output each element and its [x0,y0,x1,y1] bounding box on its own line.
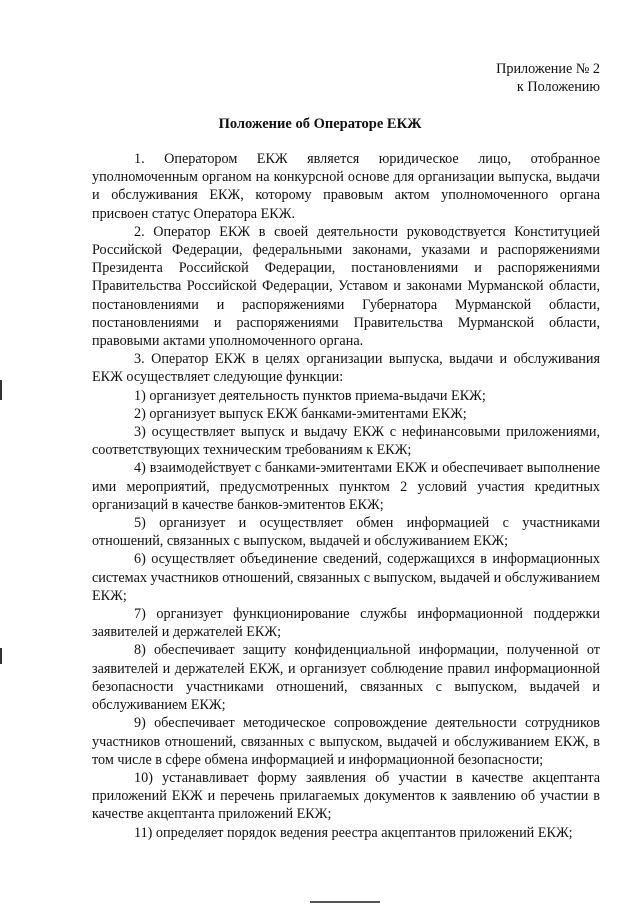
list-item-2: 2) организует выпуск ЕКЖ банками-эмитентами ЕКЖ; [134,405,467,422]
scan-edge-mark [0,380,2,400]
appendix-number: Приложение № 2 [496,61,600,77]
list-item-1: 1) организует деятельность пунктов приема-выдачи ЕКЖ; [134,387,486,404]
list-item-9: 9) обеспечивает методическое сопровождение деятельности сотрудников участников отношений, связанных с выпуском, выдачей и обслуживанием ЕКЖ, в том числе в сфере обмена информацией и информационной безопасности; [92,715,600,768]
paragraph-2: 2. Оператор ЕКЖ в своей деятельности руководствуется Конституцией Российской Федерации, федеральными законами, указами и распоряжениями Президента Российской Федерации, постановлениями и распоряжениями Правительства Российской Федерации, Уставом и законами Мурманской области, постановлениями и распоряжениями Губернатора Мурманской области, постановлениями и распоряжениями Правительства Мурманской области, правовыми актами уполномоченного органа. [92,223,600,350]
list-item-6: 6) осуществляет объединение сведений, содержащихся в информационных системах участников отношений, связанных с выпуском, выдачей и обслуживанием ЕКЖ; [92,551,600,604]
scan-edge-mark [0,648,2,664]
list-item-10: 10) устанавливает форму заявления об участии в качестве акцептанта приложений ЕКЖ и перечень прилагаемых документов к заявлению об участии в качестве акцептанта приложений ЕКЖ; [92,769,600,823]
scan-bottom-mark [310,901,380,903]
list-item-3: 3) осуществляет выпуск и выдачу ЕКЖ с нефинансовыми приложениями, соответствующих техническим требованиям к ЕКЖ; [92,424,600,459]
paragraph-1: 1. Оператором ЕКЖ является юридическое лицо, отобранное уполномоченным органом на конкурсной основе для организации выпуска, выдачи и обслуживания ЕКЖ, которому правовым актом уполномоченного органа присвоен статус Оператора ЕКЖ. [92,151,600,222]
document-body [92,150,600,842]
document-title: Положение об Операторе ЕКЖ [218,116,422,132]
appendix-reference: к Положению [516,79,600,95]
paragraph-3: 3. Оператор ЕКЖ в целях организации выпуска, выдачи и обслуживания ЕКЖ осуществляет следующие функции: [92,351,600,386]
list-item-7: 7) организует функционирование службы информационной поддержки заявителей и держателей ЕКЖ; [92,606,600,641]
list-item-11: 11) определяет порядок ведения реестра акцептантов приложений ЕКЖ; [134,824,573,841]
list-item-5: 5) организует и осуществляет обмен информацией с участниками отношений, связанных с выпуском, выдачей и обслуживанием ЕКЖ; [92,515,600,550]
list-item-8: 8) обеспечивает защиту конфиденциальной информации, полученной от заявителей и держателей ЕКЖ, и организует соблюдение правил информационной безопасности участниками отношений, связанных с выпуском, выдачей и обслуживанием ЕКЖ; [92,642,600,714]
list-item-4: 4) взаимодействует с банками-эмитентами ЕКЖ и обеспечивает выполнение ими мероприятий, предусмотренных пунктом 2 условий участия кредитных организаций в качестве банков-эмитентов ЕКЖ; [92,460,600,513]
appendix-header [496,60,600,96]
